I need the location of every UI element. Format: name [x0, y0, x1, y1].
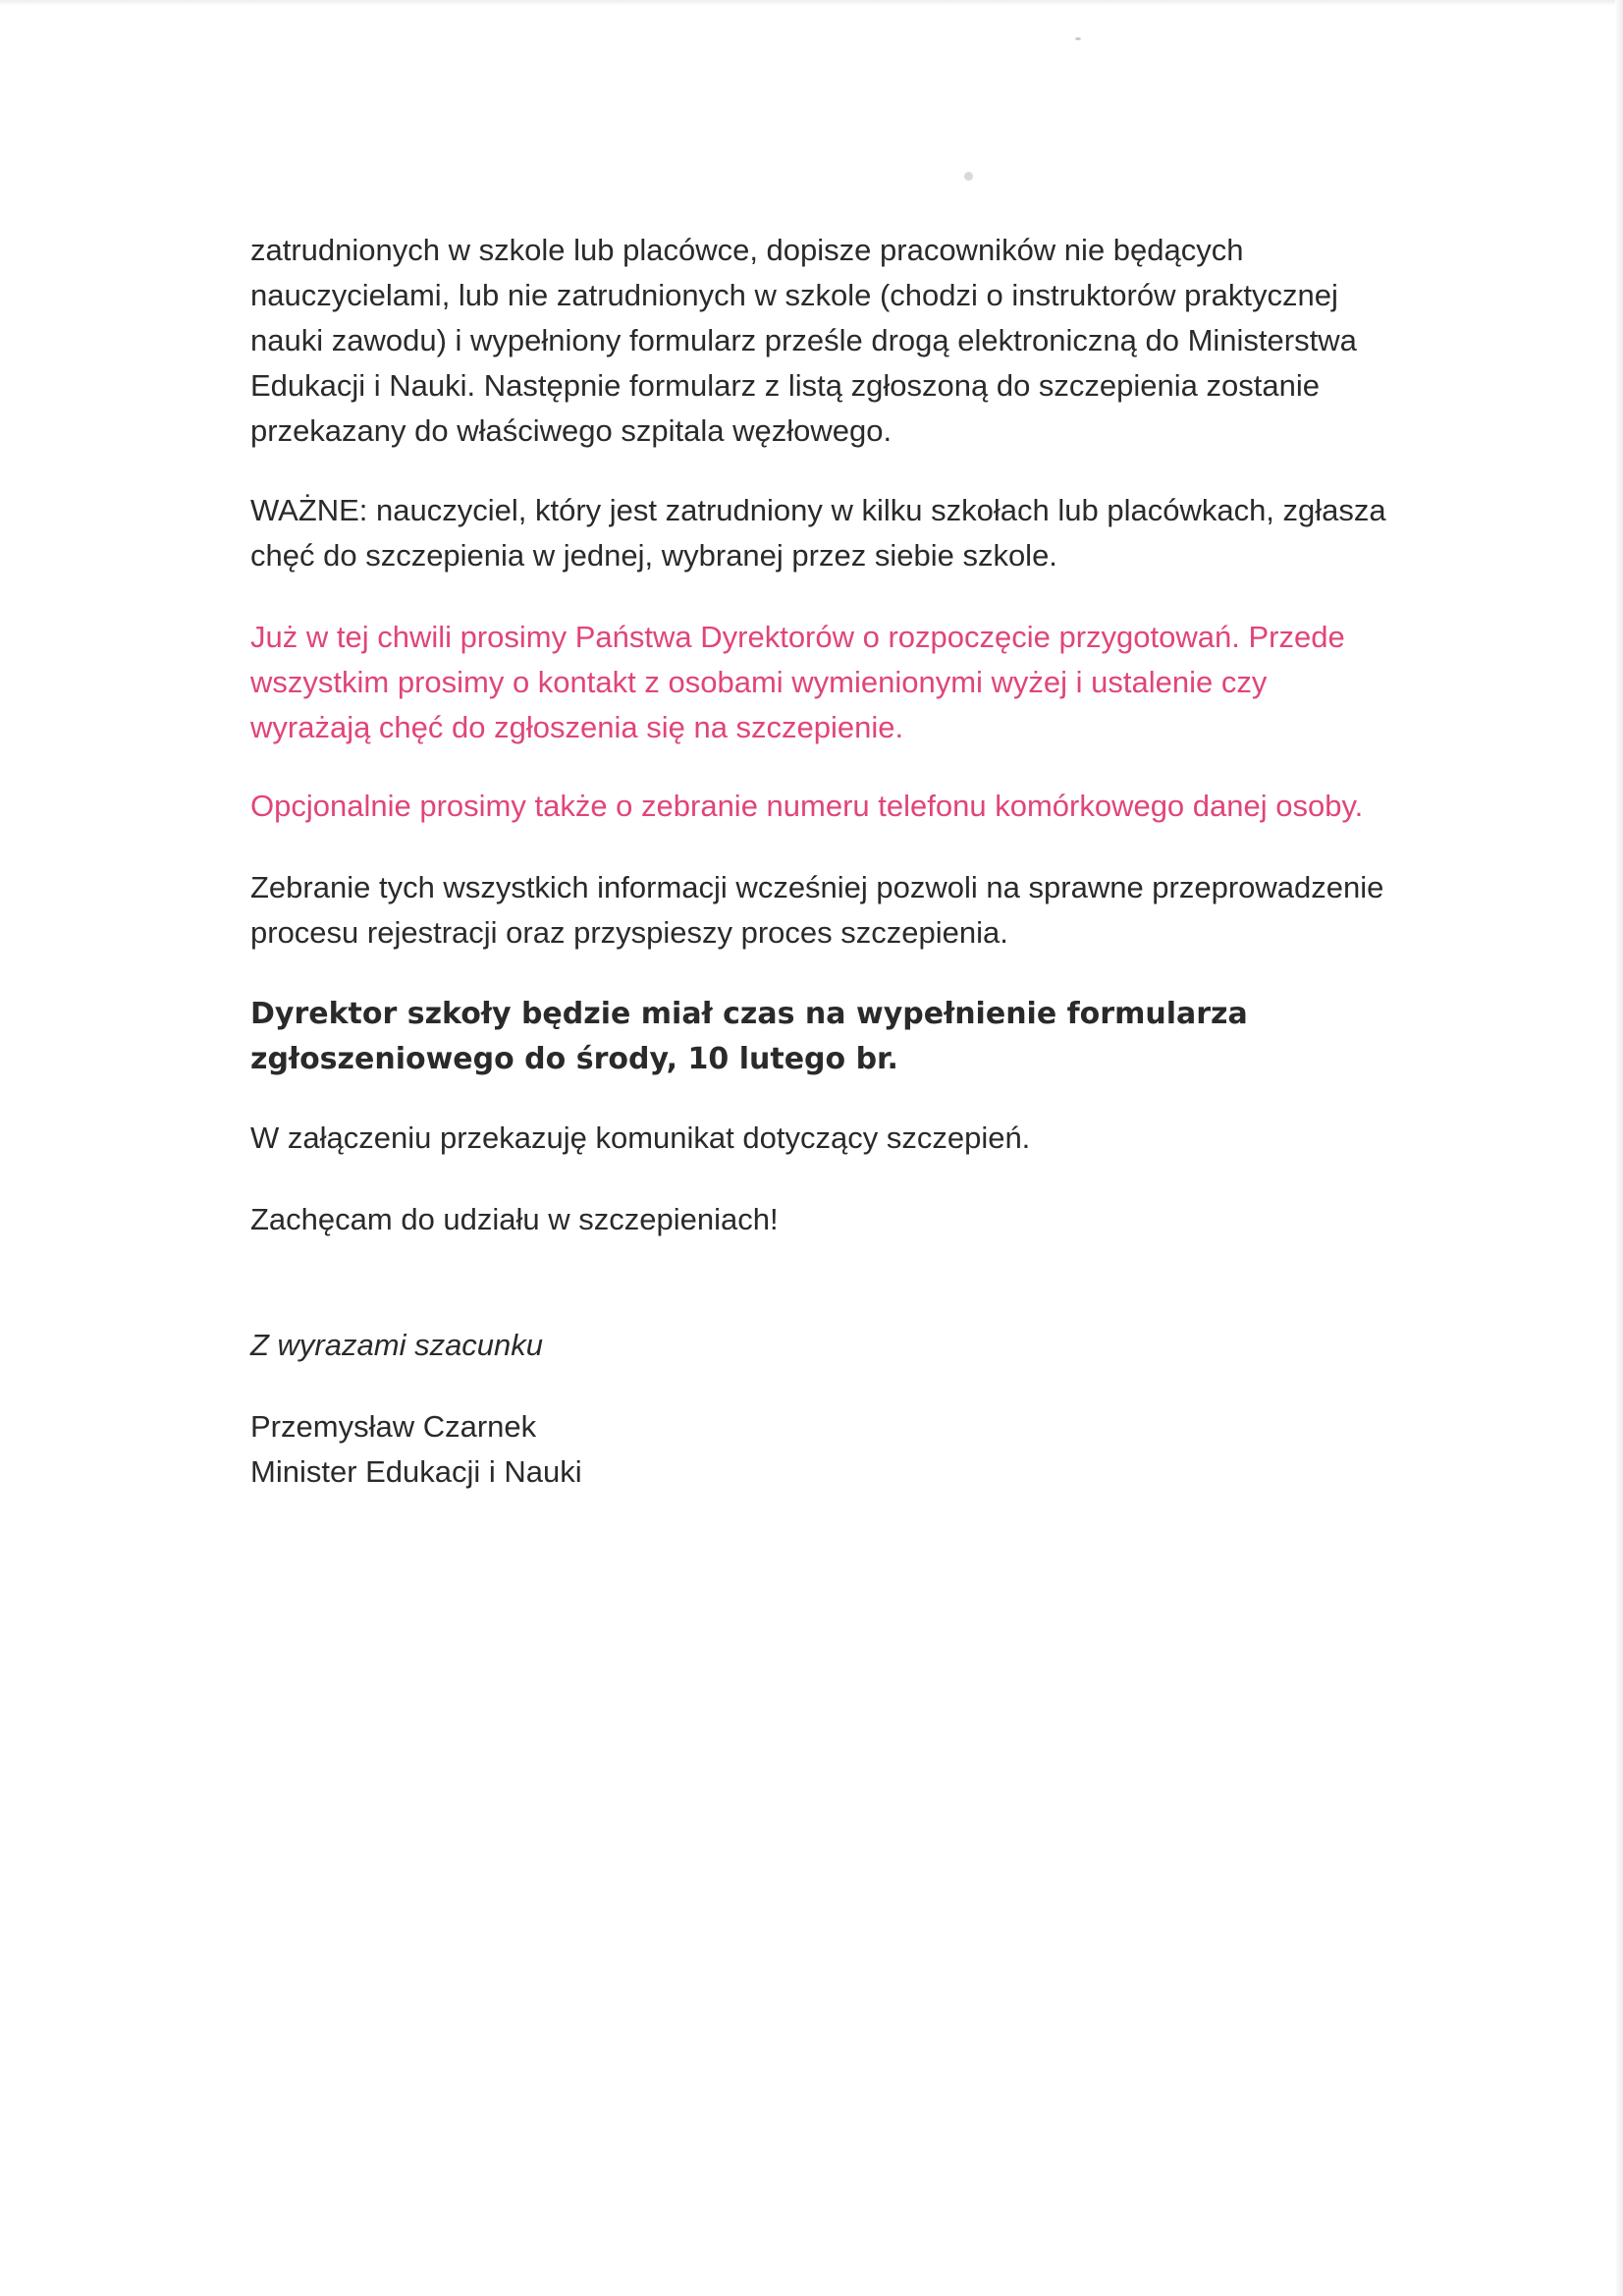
text-line: zgłoszeniowego do środy, 10 lutego br.: [250, 1042, 898, 1076]
text-line: W załączeniu przekazuję komunikat dotyczący szczepień.: [250, 1121, 1031, 1155]
text-line: przekazany do właściwego szpitala węzłowego.: [250, 413, 893, 448]
paragraph-important-note: [250, 488, 1429, 578]
text-line: Już w tej chwili prosimy Państwa Dyrektorów o rozpoczęcie przygotowań. Przede: [250, 620, 1345, 654]
signature-title: Minister Edukacji i Nauki: [250, 1454, 582, 1489]
text-line: Opcjonalnie prosimy także o zebranie numeru telefonu komórkowego danej osoby.: [250, 789, 1364, 823]
signature-name: Przemysław Czarnek: [250, 1409, 537, 1444]
scan-speck: [964, 172, 973, 181]
scan-edge-top: [0, 0, 1623, 6]
text-line: Dyrektor szkoły będzie miał czas na wypełnienie formularza: [250, 997, 1248, 1031]
text-line: chęć do szczepienia w jednej, wybranej przez siebie szkole.: [250, 538, 1057, 573]
paragraph-highlight-phone: [250, 784, 1429, 829]
scan-edge-right: [1615, 0, 1623, 2296]
paragraph-highlight-preparation: [250, 615, 1429, 750]
text-line: nauki zawodu) i wypełniony formularz prześle drogą elektroniczną do Ministerstwa: [250, 323, 1357, 357]
text-line: WAŻNE: nauczyciel, który jest zatrudniony w kilku szkołach lub placówkach, zgłasza: [250, 493, 1386, 527]
signature-block: [250, 1404, 1429, 1495]
paragraph-encouragement: [250, 1197, 1429, 1242]
text-line: procesu rejestracji oraz przyspieszy proces szczepienia.: [250, 915, 1008, 950]
text-line: Zachęcam do udziału w szczepieniach!: [250, 1202, 779, 1236]
closing-salutation: [250, 1323, 1429, 1368]
paragraph-attachment: [250, 1116, 1429, 1161]
text-line: Zebranie tych wszystkich informacji wcześniej pozwoli na sprawne przeprowadzenie: [250, 870, 1384, 904]
text-line: nauczycielami, lub nie zatrudnionych w szkole (chodzi o instruktorów praktycznej: [250, 278, 1338, 312]
text-line: Edukacji i Nauki. Następnie formularz z listą zgłoszoną do szczepienia zostanie: [250, 368, 1320, 403]
text-line: Z wyrazami szacunku: [250, 1328, 544, 1362]
text-line: zatrudnionych w szkole lub placówce, dopisze pracowników nie będących: [250, 233, 1244, 267]
text-line: wszystkim prosimy o kontakt z osobami wymienionymi wyżej i ustalenie czy: [250, 665, 1268, 699]
paragraph-deadline: [250, 992, 1429, 1082]
text-line: wyrażają chęć do zgłoszenia się na szczepienie.: [250, 710, 904, 744]
paragraph-information-benefit: [250, 865, 1429, 956]
scan-speck: [1075, 37, 1081, 40]
paragraph-registration-process: [250, 228, 1429, 454]
